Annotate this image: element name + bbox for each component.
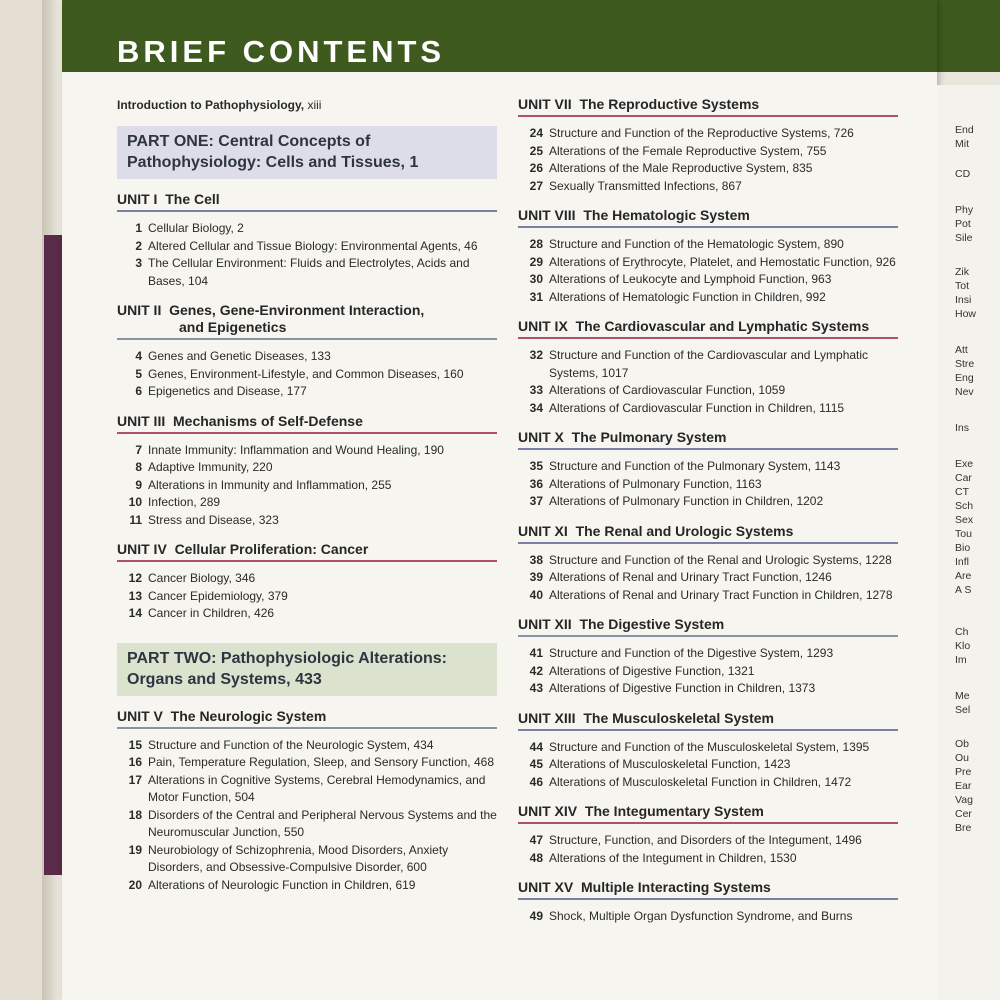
unit-heading: UNIT XIII The Musculoskeletal System — [518, 708, 898, 731]
chapter-number: 39 — [529, 570, 543, 584]
chapter-number: 13 — [128, 588, 142, 603]
chapter-title: Structure and Function of the Digestive System, 1293 — [549, 646, 834, 660]
chapter-number: 24 — [529, 126, 543, 140]
chapter-title: Alterations of the Male Reproductive System, 835 — [549, 161, 813, 175]
chapter-title: Genes, Environment-Lifestyle, and Common Diseases, 160 — [148, 366, 464, 381]
chapter-title: Alterations of Renal and Urinary Tract Function in Children, 1278 — [549, 587, 893, 602]
chapter-entry — [518, 493, 898, 511]
chapter-entry — [518, 739, 898, 757]
chapter-list — [518, 458, 898, 511]
adjacent-page-fragment: Tot — [955, 280, 970, 292]
chapter-list — [518, 347, 898, 417]
chapter-title: Structure and Function of the Musculoskeletal System, 1395 — [549, 739, 870, 754]
unit-11 — [518, 521, 898, 605]
adjacent-page-fragment: A S — [955, 584, 972, 596]
chapter-title: Alterations of the Integument in Children, 1530 — [549, 850, 797, 865]
adjacent-page-fragment: Ob — [955, 738, 970, 750]
chapter-entry — [518, 552, 898, 570]
chapter-entry — [518, 756, 898, 774]
adjacent-page-fragment: Sile — [955, 232, 973, 244]
chapter-number: 14 — [128, 606, 142, 620]
chapter-list — [117, 220, 497, 290]
adjacent-page-fragment: How — [955, 308, 977, 320]
chapter-title: Alterations of Musculoskeletal Function, 1423 — [549, 757, 791, 771]
adjacent-page-fragment: Sel — [955, 704, 971, 716]
chapter-title: Shock, Multiple Organ Dysfunction Syndrome, and Burns — [549, 909, 853, 923]
adjacent-page-fragment: Pre — [955, 766, 972, 778]
chapter-number: 7 — [135, 442, 142, 457]
unit-1 — [117, 189, 497, 290]
chapter-number: 4 — [135, 349, 142, 363]
chapter-title: Alterations of Hematologic Function in Children, 992 — [549, 289, 826, 304]
chapter-number: 26 — [529, 161, 543, 175]
chapter-entry — [518, 347, 898, 382]
chapter-list — [117, 737, 497, 895]
chapter-title: Cancer Epidemiology, 379 — [148, 588, 288, 603]
chapter-number: 49 — [529, 909, 543, 923]
adjacent-page-fragment: Phy — [955, 204, 974, 216]
unit-2 — [117, 300, 497, 401]
chapter-number: 36 — [529, 476, 543, 491]
adjacent-page-fragment: Ear — [955, 780, 972, 792]
unit-14 — [518, 801, 898, 867]
chapter-entry — [117, 442, 497, 460]
chapter-entry — [518, 289, 898, 307]
adjacent-page-fragment: Ch — [955, 626, 969, 638]
part-two-header — [117, 643, 497, 696]
chapter-title: Epigenetics and Disease, 177 — [148, 384, 307, 398]
adjacent-page-fragment: Nev — [955, 386, 974, 398]
chapter-entry — [117, 238, 497, 256]
introduction-entry — [117, 98, 497, 112]
chapter-list — [518, 125, 898, 195]
chapter-entry — [518, 850, 898, 868]
unit-heading: UNIT II Genes, Gene-Environment Interaction, and Epigenetics — [117, 300, 497, 340]
chapter-title: Structure and Function of the Cardiovascular and Lymphatic Systems, 1017 — [549, 348, 869, 380]
chapter-number: 18 — [128, 807, 142, 822]
unit-heading: UNIT VII The Reproductive Systems — [518, 94, 898, 117]
chapter-entry — [518, 143, 898, 161]
part-one-line2: Pathophysiology: Cells and Tissues, 1 — [127, 154, 419, 171]
chapter-title: Pain, Temperature Regulation, Sleep, and Sensory Function, 468 — [148, 755, 494, 769]
unit-4 — [117, 539, 497, 623]
adjacent-page-fragment: CT — [955, 486, 969, 498]
chapter-entry — [518, 587, 898, 605]
chapter-entry — [117, 383, 497, 401]
chapter-title: Structure and Function of the Reproductive Systems, 726 — [549, 126, 854, 140]
chapter-number: 41 — [529, 646, 543, 660]
unit-heading: UNIT XII The Digestive System — [518, 614, 898, 637]
chapter-title: Alterations of Cardiovascular Function in Children, 1115 — [549, 400, 845, 415]
chapter-entry — [117, 807, 497, 842]
chapter-title: Disorders of the Central and Peripheral Nervous Systems and the Neuromuscular Junction, 550 — [148, 807, 497, 839]
chapter-entry — [117, 477, 497, 495]
chapter-number: 6 — [135, 384, 142, 398]
chapter-number: 5 — [135, 366, 142, 381]
adjacent-page — [937, 85, 1000, 1000]
chapter-entry — [117, 366, 497, 384]
unit-7 — [518, 94, 898, 195]
unit-5 — [117, 706, 497, 895]
adjacent-page-fragment: Bre — [955, 822, 972, 834]
adjacent-page-fragment: Bio — [955, 542, 971, 554]
adjacent-page-fragment: Me — [955, 690, 970, 702]
chapter-entry — [117, 348, 497, 366]
unit-heading: UNIT X The Pulmonary System — [518, 427, 898, 450]
adjacent-page-fragment: Sex — [955, 514, 974, 526]
chapter-number: 1 — [135, 221, 142, 235]
chapter-title: Alterations in Cognitive Systems, Cerebral Hemodynamics, and Motor Function, 504 — [148, 772, 486, 804]
chapter-entry — [117, 220, 497, 238]
chapter-title: Alterations of Renal and Urinary Tract Function, 1246 — [549, 570, 832, 584]
chapter-title: Structure, Function, and Disorders of the Integument, 1496 — [549, 833, 862, 847]
chapter-number: 3 — [135, 256, 142, 270]
chapter-title: Structure and Function of the Hematologic System, 890 — [549, 237, 844, 251]
unit-heading: UNIT III Mechanisms of Self-Defense — [117, 411, 497, 434]
chapter-list — [518, 832, 898, 867]
chapter-number: 15 — [128, 737, 142, 752]
adjacent-page-fragment: Att — [955, 344, 968, 356]
chapter-title: Alterations in Immunity and Inflammation, 255 — [148, 477, 392, 492]
chapter-entry — [518, 774, 898, 792]
chapter-list — [518, 552, 898, 605]
chapter-title: Alterations of Neurologic Function in Children, 619 — [148, 877, 416, 892]
chapter-entry — [518, 680, 898, 698]
chapter-entry — [117, 512, 497, 530]
chapter-entry — [117, 754, 497, 772]
chapter-title: Alterations of Digestive Function in Children, 1373 — [549, 681, 816, 695]
chapter-number: 43 — [529, 681, 543, 695]
chapter-title: Infection, 289 — [148, 495, 221, 509]
introduction-label: Introduction to Pathophysiology, — [117, 98, 305, 112]
chapter-entry — [117, 570, 497, 588]
unit-10 — [518, 427, 898, 511]
chapter-title: Adaptive Immunity, 220 — [148, 460, 273, 474]
chapter-entry — [518, 236, 898, 254]
unit-heading: UNIT XV Multiple Interacting Systems — [518, 877, 898, 900]
chapter-number: 9 — [135, 477, 142, 492]
chapter-title: Sexually Transmitted Infections, 867 — [549, 178, 742, 193]
chapter-title: Neurobiology of Schizophrenia, Mood Disorders, Anxiety Disorders, and Obsessive-Compulsive Disorder, 600 — [148, 842, 449, 874]
chapter-number: 48 — [529, 850, 543, 865]
chapter-number: 46 — [529, 774, 543, 789]
chapter-entry — [518, 160, 898, 178]
chapter-entry — [117, 877, 497, 895]
unit-heading: UNIT XI The Renal and Urologic Systems — [518, 521, 898, 544]
unit-3 — [117, 411, 497, 530]
chapter-entry — [518, 645, 898, 663]
part-one-line1: PART ONE: Central Concepts of — [127, 133, 371, 150]
adjacent-page-fragment: End — [955, 124, 974, 136]
adjacent-page-fragment: Klo — [955, 640, 971, 652]
chapter-title: Alterations of Leukocyte and Lymphoid Function, 963 — [549, 272, 832, 286]
unit-heading: UNIT V The Neurologic System — [117, 706, 497, 729]
chapter-title: Structure and Function of the Renal and Urologic Systems, 1228 — [549, 552, 892, 567]
chapter-entry — [518, 382, 898, 400]
chapter-entry — [117, 255, 497, 290]
chapter-entry — [518, 663, 898, 681]
chapter-title: Alterations of Musculoskeletal Function in Children, 1472 — [549, 774, 852, 789]
chapter-number: 37 — [529, 494, 543, 508]
unit-13 — [518, 708, 898, 792]
chapter-entry — [117, 494, 497, 512]
chapter-number: 19 — [128, 842, 142, 857]
chapter-title: Cancer in Children, 426 — [148, 606, 275, 620]
chapter-entry — [117, 605, 497, 623]
chapter-list — [518, 645, 898, 698]
unit-8 — [518, 205, 898, 306]
chapter-number: 42 — [529, 663, 543, 678]
chapter-entry — [518, 125, 898, 143]
chapter-number: 40 — [529, 587, 543, 602]
chapter-title: Alterations of Erythrocyte, Platelet, and Hemostatic Function, 926 — [549, 254, 896, 269]
adjacent-page-fragment: Vag — [955, 794, 973, 806]
adjacent-page-fragment: CD — [955, 168, 971, 180]
chapter-list — [117, 348, 497, 401]
chapter-number: 25 — [529, 143, 543, 158]
chapter-title: Innate Immunity: Inflammation and Wound Healing, 190 — [148, 442, 444, 457]
chapter-number: 31 — [529, 289, 543, 304]
adjacent-page-fragment: Car — [955, 472, 972, 484]
chapter-title: Structure and Function of the Pulmonary System, 1143 — [549, 459, 841, 473]
chapter-number: 16 — [128, 755, 142, 769]
chapter-list — [117, 570, 497, 623]
adjacent-page-fragment: Im — [955, 654, 967, 666]
chapter-entry — [117, 459, 497, 477]
chapter-title: Genes and Genetic Diseases, 133 — [148, 349, 331, 363]
part-two-line2: Organs and Systems, 433 — [127, 670, 322, 688]
chapter-number: 29 — [529, 254, 543, 269]
part-two-line1: PART TWO: Pathophysiologic Alterations: — [127, 649, 447, 667]
chapter-title: Stress and Disease, 323 — [148, 512, 279, 527]
adjacent-page-fragment: Eng — [955, 372, 974, 384]
book-spine-purple-band — [44, 235, 62, 875]
chapter-list — [117, 442, 497, 530]
chapter-number: 10 — [128, 495, 142, 509]
adjacent-page-fragment: Exe — [955, 458, 974, 470]
chapter-number: 32 — [529, 348, 543, 362]
unit-15 — [518, 877, 898, 926]
chapter-list — [518, 739, 898, 792]
chapter-entry — [117, 772, 497, 807]
chapter-number: 8 — [135, 460, 142, 474]
part-one-header — [117, 126, 497, 179]
chapter-entry — [117, 737, 497, 755]
chapter-entry — [117, 588, 497, 606]
chapter-title: Alterations of the Female Reproductive System, 755 — [549, 143, 827, 158]
unit-heading: UNIT VIII The Hematologic System — [518, 205, 898, 228]
unit-12 — [518, 614, 898, 698]
unit-9 — [518, 316, 898, 417]
chapter-title: Cellular Biology, 2 — [148, 221, 244, 235]
chapter-number: 11 — [129, 512, 142, 527]
unit-heading: UNIT IV Cellular Proliferation: Cancer — [117, 539, 497, 562]
chapter-entry — [518, 271, 898, 289]
chapter-number: 33 — [529, 383, 543, 397]
adjacent-page-fragment: Mit — [955, 138, 969, 150]
chapter-number: 35 — [529, 459, 543, 473]
chapter-entry — [518, 908, 898, 926]
adjacent-page-fragment: Are — [955, 570, 972, 582]
unit-heading: UNIT IX The Cardiovascular and Lymphatic Systems — [518, 316, 898, 339]
adjacent-page-fragment: Sch — [955, 500, 974, 512]
adjacent-page-fragment: Ou — [955, 752, 970, 764]
chapter-number: 2 — [135, 238, 142, 253]
chapter-title: Alterations of Pulmonary Function in Children, 1202 — [549, 494, 824, 508]
chapter-number: 45 — [529, 757, 543, 771]
chapter-number: 30 — [529, 272, 543, 286]
chapter-number: 28 — [529, 237, 543, 251]
adjacent-page-fragment: Insi — [955, 294, 972, 306]
background-left-page — [0, 0, 42, 1000]
chapter-title: Alterations of Digestive Function, 1321 — [549, 663, 755, 678]
chapter-number: 44 — [529, 739, 543, 754]
chapter-entry — [518, 400, 898, 418]
chapter-entry — [117, 842, 497, 877]
chapter-title: Altered Cellular and Tissue Biology: Environmental Agents, 46 — [148, 238, 478, 253]
chapter-list — [518, 908, 898, 926]
chapter-title: Alterations of Cardiovascular Function, 1059 — [549, 383, 786, 397]
chapter-entry — [518, 569, 898, 587]
chapter-title: The Cellular Environment: Fluids and Electrolytes, Acids and Bases, 104 — [148, 256, 470, 288]
adjacent-page-fragment: Tou — [955, 528, 972, 540]
chapter-number: 34 — [529, 400, 543, 415]
chapter-number: 47 — [529, 833, 543, 847]
chapter-title: Cancer Biology, 346 — [148, 571, 256, 585]
chapter-title: Structure and Function of the Neurologic System, 434 — [148, 737, 434, 752]
chapter-entry — [518, 832, 898, 850]
adjacent-page-fragment: Cer — [955, 808, 972, 820]
adjacent-page-fragment: Ins — [955, 422, 970, 434]
chapter-number: 12 — [128, 571, 142, 585]
adjacent-page-fragment: Stre — [955, 358, 975, 370]
chapter-entry — [518, 476, 898, 494]
chapter-title: Alterations of Pulmonary Function, 1163 — [549, 476, 762, 491]
page-title: BRIEF CONTENTS — [117, 34, 446, 69]
unit-heading: UNIT I The Cell — [117, 189, 497, 212]
chapter-entry — [518, 458, 898, 476]
adjacent-page-fragment: Pot — [955, 218, 971, 230]
chapter-number: 27 — [529, 178, 543, 193]
unit-heading: UNIT XIV The Integumentary System — [518, 801, 898, 824]
chapter-number: 20 — [128, 877, 142, 892]
left-column — [117, 94, 497, 904]
chapter-number: 38 — [529, 552, 543, 567]
chapter-entry — [518, 254, 898, 272]
right-column — [518, 94, 898, 936]
chapter-entry — [518, 178, 898, 196]
chapter-list — [518, 236, 898, 306]
chapter-number: 17 — [128, 772, 142, 787]
adjacent-page-fragment: Infl — [955, 556, 970, 568]
introduction-page: xiii — [307, 98, 322, 112]
adjacent-page-fragment: Zik — [955, 266, 969, 278]
